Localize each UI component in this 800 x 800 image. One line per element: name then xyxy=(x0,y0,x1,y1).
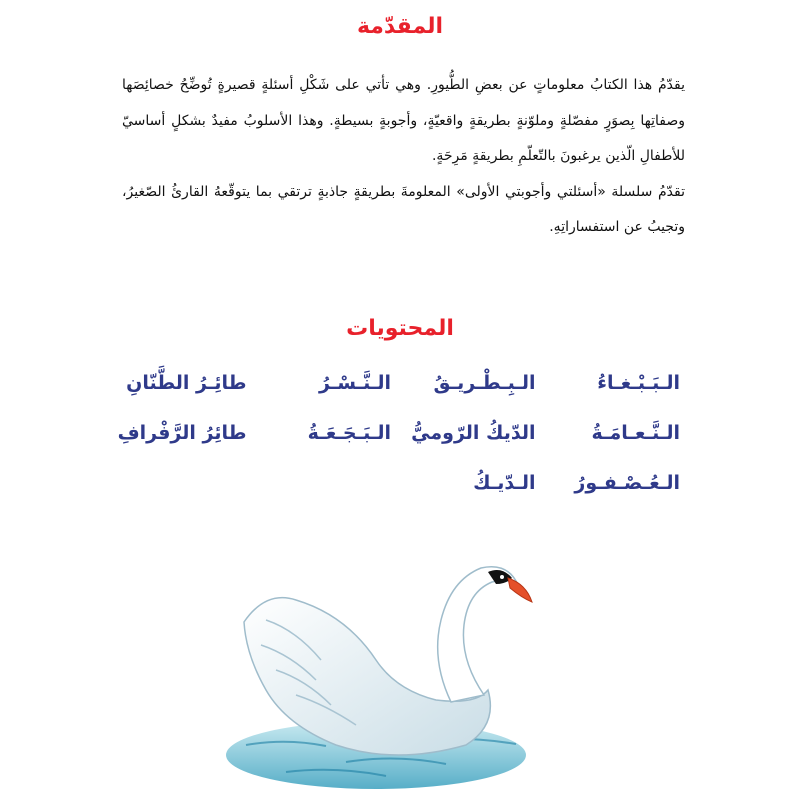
intro-paragraph-2: تقدّمُ سلسلة «أسئلتي وأجوبتي الأولى» المعلومةَ بطريقةٍ جاذبةٍ ترتقي بما يتوقّعهُ القارئُ الصّغيرُ، وتجيبُ عن استفساراتِهِ. xyxy=(122,183,685,235)
contents-heading: المحتويات xyxy=(346,316,454,341)
contents-item-hummingbird[interactable]: طائِـرُ الطَّنّانِ xyxy=(126,372,247,394)
contents-item-sparrow[interactable]: الـعُـصْـفـورُ xyxy=(574,472,680,494)
intro-text xyxy=(122,68,685,246)
contents-item-parrot[interactable]: الـبَـبْـغـاءُ xyxy=(597,372,680,394)
swan-beak xyxy=(508,578,532,602)
intro-paragraph-1: يقدّمُ هذا الكتابُ معلوماتٍ عن بعضِ الطُّيورِ. وهي تأتي على شَكْلِ أسئلةٍ قصيرةٍ تُوضِّحُ خصائِصَها وصفاتِها بِصوَرٍ مفصّلةٍ وملوّنةٍ بطريقةٍ واقعيّةٍ، وأجوبةٍ بسيطةٍ. وهذا الأسلوبُ مفيدٌ بشكلٍ أساسيّ للأطفالِ الّذين يرغبونَ بالتّعلّمِ بطريقةٍ مَرِحَةٍ. xyxy=(122,77,685,164)
contents-item-swan[interactable]: الـبَـجَـعَـةُ xyxy=(307,422,391,444)
intro-heading: المقدّمة xyxy=(356,14,444,39)
contents-item-kingfisher[interactable]: طائِرُ الرَّفْرافِ xyxy=(117,422,247,444)
contents-item-turkey[interactable]: الدّيكُ الرّوميُّ xyxy=(411,422,536,444)
contents-item-penguin[interactable]: الـبِـطْـريـقُ xyxy=(433,372,536,394)
contents-item-rooster[interactable]: الـدّيـكُ xyxy=(473,472,536,494)
contents-list xyxy=(112,368,680,498)
contents-item-ostrich[interactable]: الـنَّـعـامَـةُ xyxy=(591,422,680,444)
swan-neck xyxy=(438,567,518,702)
swan-illustration xyxy=(226,540,538,795)
contents-item-eagle[interactable]: الـنَّـسْـرُ xyxy=(318,372,391,394)
